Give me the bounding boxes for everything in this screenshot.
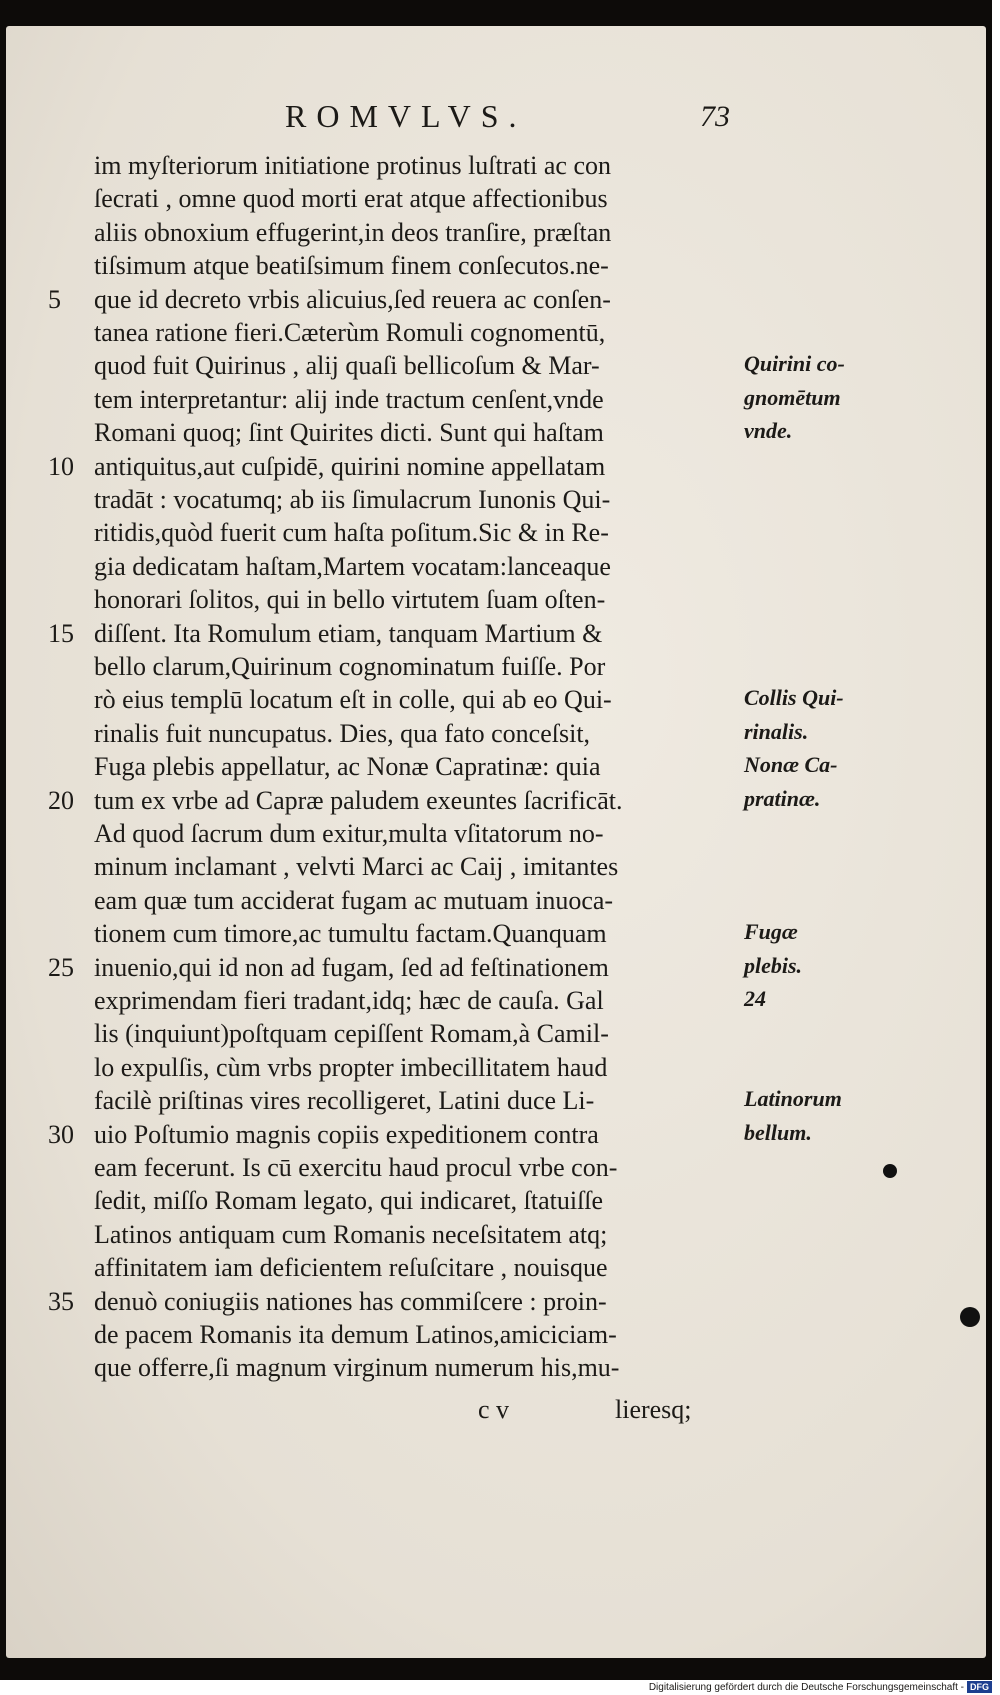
text-line: ſecrati , omne quod morti erat atque affectionibus bbox=[94, 184, 608, 214]
text-line: lis (inquiunt)poſtquam cepiſſent Romam,à Camil- bbox=[94, 1019, 609, 1049]
margin-note: 24 bbox=[744, 986, 766, 1011]
text-line: aliis obnoxium effugerint,in deos tranſire, præſtan bbox=[94, 217, 612, 247]
text-line: rinalis fuit nuncupatus. Dies, qua fato conceſsit, bbox=[94, 718, 591, 748]
margin-note: Collis Qui- bbox=[744, 685, 844, 711]
dfg-logo: DFG bbox=[967, 1681, 992, 1693]
signature-mark: c v bbox=[478, 1395, 510, 1424]
margin-note: pratinæ. bbox=[744, 785, 821, 811]
text-line: quod fuit Quirinus , alij quaſi bellicoſum & Mar- bbox=[94, 351, 600, 381]
text-line: facilè priſtinas vires recolligeret, Latini duce Li- bbox=[94, 1086, 595, 1116]
page-number: 73 bbox=[700, 100, 730, 133]
margin-note: bellum. bbox=[744, 1119, 812, 1145]
text-line: ſedit, miſſo Romam legato, qui indicaret, ſtatuiſſe bbox=[94, 1186, 604, 1216]
text-line: gia dedicatam haſtam,Martem vocatam:lanceaque bbox=[94, 551, 611, 581]
text-line: Latinos antiquam cum Romanis neceſsitatem atq; bbox=[94, 1219, 608, 1249]
line-number: 25 bbox=[48, 952, 74, 982]
text-line: im myſteriorum initiatione protinus luſtrati ac con bbox=[94, 151, 612, 180]
text-line: que id decreto vrbis alicuius,ſed reuera ac conſen- bbox=[94, 284, 611, 314]
line-number: 30 bbox=[48, 1119, 74, 1149]
text-line: uio Poſtumio magnis copiis expeditionem contra bbox=[94, 1119, 599, 1149]
binding-hole bbox=[960, 1307, 980, 1327]
text-line: bello clarum,Quirinum cognominatum fuiſſe. Por bbox=[94, 652, 606, 681]
text-line: tem interpretantur: alij inde tractum cenſent,vnde bbox=[94, 384, 604, 414]
credit-text: Digitalisierung gefördert durch die Deutsche Forschungsgemeinschaft - bbox=[648, 1682, 964, 1693]
text-line: ritidis,quòd fuerit cum haſta poſitum.Sic & in Re- bbox=[94, 518, 609, 548]
line-number: 5 bbox=[48, 284, 61, 314]
text-line: tiſsimum atque beatiſsimum finem conſecutos.ne- bbox=[94, 251, 609, 281]
text-line: Romani quoq; ſint Quirites dicti. Sunt qui haſtam bbox=[94, 418, 604, 448]
margin-note: Latinorum bbox=[744, 1086, 842, 1112]
margin-note: plebis. bbox=[744, 952, 803, 978]
text-line: de pacem Romanis ita demum Latinos,amiciciam- bbox=[94, 1320, 617, 1349]
text-line: tionem cum timore,ac tumultu factam.Quanquam bbox=[94, 919, 607, 949]
text-line: exprimendam fieri tradant,idq; hæc de cauſa. Gal bbox=[94, 986, 604, 1015]
text-line: antiquitus,aut cuſpidē, quirini nomine appellatam bbox=[94, 451, 606, 481]
line-number: 20 bbox=[48, 785, 74, 815]
catchword: lieresq; bbox=[615, 1395, 692, 1424]
text-line: lo expulſis, cùm vrbs propter imbecillitatem haud bbox=[94, 1052, 608, 1082]
text-line: diſſent. Ita Romulum etiam, tanquam Martium & bbox=[94, 618, 603, 648]
text-line: tum ex vrbe ad Capræ paludem exeuntes ſacrificāt. bbox=[94, 785, 623, 815]
margin-note: Fugæ bbox=[744, 919, 798, 945]
text-line: eam quæ tum acciderat fugam ac mutuam inuoca- bbox=[94, 885, 614, 915]
margin-note: Nonæ Ca- bbox=[744, 752, 838, 778]
text-line: que offerre,ſi magnum virginum numerum his,mu- bbox=[94, 1353, 620, 1383]
text-line: tradāt : vocatumq; ab iis ſimulacrum Iunonis Qui- bbox=[94, 485, 611, 514]
margin-note: vnde. bbox=[744, 418, 793, 444]
text-line: rò eius templū locatum eſt in colle, qui ab eo Qui- bbox=[94, 685, 612, 715]
text-line: inuenio,qui id non ad fugam, ſed ad feſtinationem bbox=[94, 952, 609, 982]
binding-hole bbox=[883, 1164, 897, 1178]
text-line: minum inclamant , velvti Marci ac Caij , imitantes bbox=[94, 852, 619, 882]
line-number: 10 bbox=[48, 451, 74, 481]
text-line: eam fecerunt. Is cū exercitu haud procul vrbe con- bbox=[94, 1153, 618, 1182]
line-number: 35 bbox=[48, 1286, 74, 1316]
text-line: denuò coniugiis nationes has commiſcere : proin- bbox=[94, 1286, 607, 1316]
text-line: tanea ratione fieri.Cæterùm Romuli cognomentū, bbox=[94, 318, 606, 347]
text-line: honorari ſolitos, qui in bello virtutem ſuam oſten- bbox=[94, 585, 606, 615]
margin-note: Quirini co- bbox=[744, 351, 845, 377]
running-title: ROMVLVS. bbox=[285, 98, 527, 134]
text-line: Fuga plebis appellatur, ac Nonæ Capratinæ: quia bbox=[94, 752, 601, 782]
line-number: 15 bbox=[48, 618, 74, 648]
margin-note: gnomētum bbox=[744, 384, 841, 410]
margin-note: rinalis. bbox=[744, 718, 809, 744]
text-line: affinitatem iam deficientem reſuſcitare , nouisque bbox=[94, 1253, 608, 1283]
text-line: Ad quod ſacrum dum exitur,multa vſitatorum no- bbox=[94, 819, 604, 848]
digitization-credit bbox=[649, 1681, 992, 1693]
